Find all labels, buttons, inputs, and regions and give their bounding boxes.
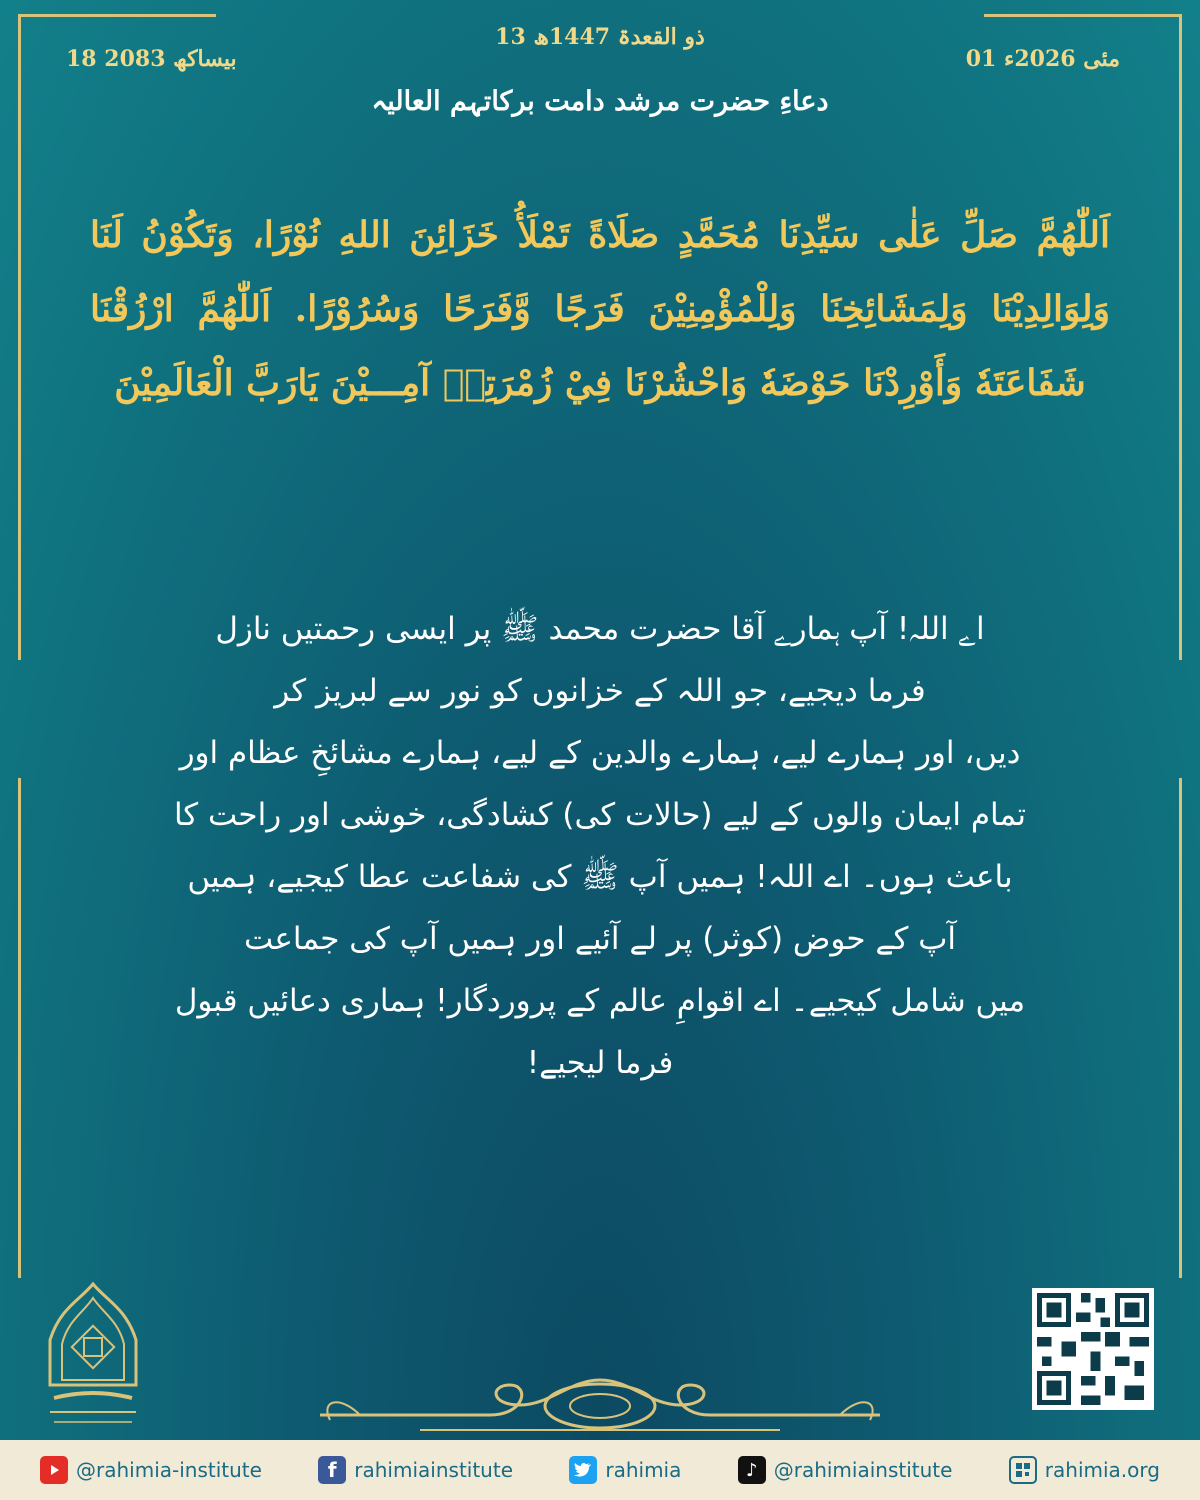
twitter-icon (569, 1456, 597, 1484)
frame-right-lower (1179, 778, 1182, 1278)
tiktok-icon: ♪ (738, 1456, 766, 1484)
translation-line: میں شامل کیجیے۔ اے اقوامِ عالم کے پروردگار! ہماری دعائیں قبول (174, 983, 1026, 1019)
hijri-date: 13 ذو القعدۃ 1447ھ (495, 24, 705, 50)
facebook-icon: f (318, 1456, 346, 1484)
translation-line: اے اللہ! آپ ہمارے آقا حضرت محمد ﷺ پر ایسی رحمتیں نازل (215, 611, 985, 647)
translation-line: آپ کے حوض (کوثر) پر لے آئیے اور ہمیں آپ کی جماعت (243, 921, 957, 957)
translation-line: فرما لیجیے! (526, 1045, 674, 1081)
translation-line: تمام ایمان والوں کے لیے (حالات کی) کشادگی، خوشی اور راحت کا (173, 797, 1027, 833)
facebook-link[interactable] (318, 1456, 513, 1484)
institute-logo (40, 1280, 146, 1430)
tiktok-link[interactable] (738, 1456, 953, 1484)
youtube-link[interactable] (40, 1456, 262, 1484)
gregorian-date: 01 مئی 2026ء (965, 46, 1120, 72)
youtube-handle: @rahimia-institute (76, 1458, 262, 1482)
youtube-icon (40, 1456, 68, 1484)
bikrami-date: 18 بیساکھ 2083 (66, 46, 237, 72)
ornament-divider (300, 1370, 900, 1440)
facebook-handle: rahimiainstitute (354, 1458, 514, 1482)
translation-line: فرما دیجیے، جو اللہ کے خزانوں کو نور سے لبریز کر (274, 673, 926, 709)
qr-code[interactable] (1032, 1288, 1154, 1410)
urdu-translation (130, 598, 1070, 1094)
translation-line: دیں، اور ہمارے لیے، ہمارے والدین کے لیے، ہمارے مشائخِ عظام اور (179, 735, 1021, 771)
website-icon (1009, 1456, 1037, 1484)
tiktok-handle: @rahimiainstitute (773, 1458, 953, 1482)
twitter-handle: rahimia (605, 1458, 682, 1482)
twitter-link[interactable] (569, 1456, 681, 1484)
translation-line: باعث ہوں۔ اے اللہ! ہمیں آپ ﷺ کی شفاعت عطا کیجیے، ہمیں (187, 859, 1013, 895)
website-url: rahimia.org (1044, 1458, 1160, 1482)
page-title: دعاءِ حضرت مرشد دامت برکاتہم العالیہ (371, 86, 829, 117)
social-footer (0, 1440, 1200, 1500)
frame-left-lower (18, 778, 21, 1278)
arabic-dua-text: اَللّٰهُمَّ صَلِّ عَلٰى سَيِّدِنَا مُحَمَّدٍ صَلَاةً تَمْلَأُ خَزَائِنَ اللهِ نُوْرًا، وَتَكُوْنُ لَنَا وَلِوَالِدِيْنَا وَلِمَشَائِخِنَا وَلِلْمُؤْمِنِيْنَ فَرَجًا وَّفَرَحًا وَسُرُوْرًا. اَللّٰهُمَّ ارْزُقْنَا شَفَاعَتَهٗ وَأَوْرِدْنَا حَوْضَهٗ وَاحْشُرْنَا فِيْ زُمْرَتِهٖ آمِـــيْنَ يَارَبَّ الْعَالَمِيْنَ (90, 214, 1110, 404)
website-link[interactable] (1009, 1456, 1160, 1484)
frame-top-left (18, 14, 216, 17)
frame-top-right (984, 14, 1182, 17)
